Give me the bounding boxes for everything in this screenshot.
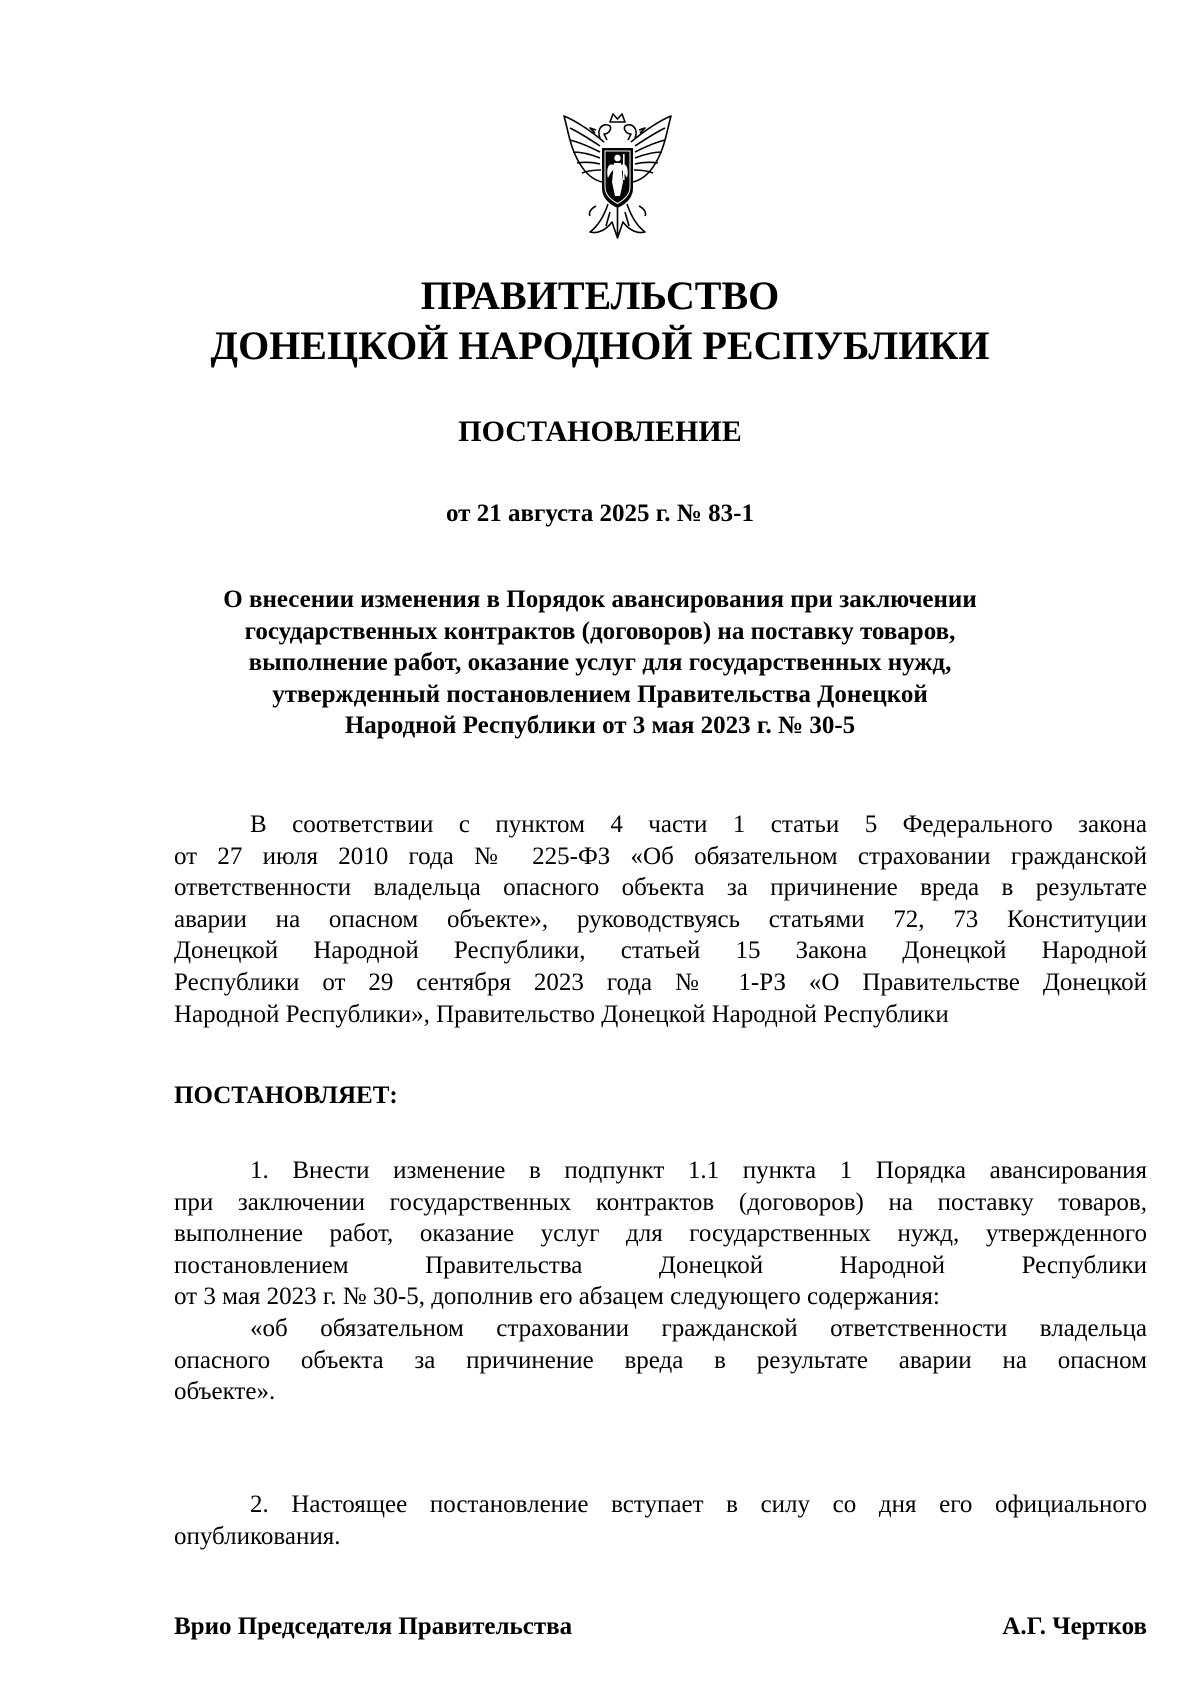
text-line: объекте». xyxy=(174,1378,276,1406)
text-line: опасного объекта за причинение вреда в результате аварии на опасном xyxy=(174,1346,1147,1374)
decree-operative-word: ПОСТАНОВЛЯЕТ: xyxy=(174,1082,398,1109)
subject-line: О внесении изменения в Порядок авансирования при заключении xyxy=(223,586,977,613)
subject-line: выполнение работ, оказание услуг для государственных нужд, xyxy=(248,649,952,676)
signatory-title: Врио Председателя Правительства xyxy=(174,1613,573,1640)
text-line: 1. Внести изменение в подпункт 1.1 пункта 1 Порядка авансирования xyxy=(250,1157,1147,1184)
text-line: аварии на опасном объекте», руководствуясь статьями 72, 73 Конституции xyxy=(174,905,1147,933)
text-line: ответственности владельца опасного объекта за причинение вреда в результате xyxy=(174,874,1147,902)
org-title-line-2: ДОНЕЦКОЙ НАРОДНОЙ РЕСПУБЛИКИ xyxy=(210,323,990,368)
subject-line: утвержденный постановлением Правительства Донецкой xyxy=(272,680,928,708)
subject-line: Народной Республики от 3 мая 2023 г. № 30-5 xyxy=(344,712,856,739)
text-line: 2. Настоящее постановление вступает в силу со дня его официального xyxy=(250,1491,1147,1518)
document-date-number: от 21 августа 2025 г. № 83-1 xyxy=(446,500,754,527)
text-line: «об обязательном страховании гражданской ответственности владельца xyxy=(250,1314,1147,1342)
text-line: опубликования. xyxy=(174,1522,341,1550)
text-line: от 27 июля 2010 года № 225-ФЗ «Об обязательном страховании гражданской xyxy=(174,842,1147,870)
text-line: выполнение работ, оказание услуг для государственных нужд, утвержденного xyxy=(174,1220,1147,1248)
item-1-paragraph xyxy=(174,1155,1147,1408)
document-type-heading: ПОСТАНОВЛЕНИЕ xyxy=(458,415,742,448)
text-line: Республики от 29 сентября 2023 года № 1-РЗ «О Правительстве Донецкой xyxy=(174,968,1147,996)
text-line: от 3 мая 2023 г. № 30-5, дополнив его абзацем следующего содержания: xyxy=(174,1283,940,1311)
subject-line: государственных контрактов (договоров) на поставку товаров, xyxy=(244,617,956,645)
signatory-name: А.Г. Чертков xyxy=(1002,1613,1147,1640)
item-2-paragraph xyxy=(174,1489,1147,1552)
text-line: Народной Республики», Правительство Донецкой Народной Республики xyxy=(174,1000,949,1028)
text-line: В соответствии с пунктом 4 части 1 статьи 5 Федерального закона xyxy=(250,811,1147,838)
text-line: постановлением Правительства Донецкой Народной Республики xyxy=(174,1251,1147,1279)
coat-of-arms-emblem xyxy=(560,108,675,253)
org-title-line-1: ПРАВИТЕЛЬСТВО xyxy=(420,273,780,318)
preamble-paragraph xyxy=(174,809,1147,1030)
document-subject xyxy=(170,584,1030,742)
text-line: при заключении государственных контрактов (договоров) на поставку товаров, xyxy=(174,1188,1147,1216)
text-line: Донецкой Народной Республики, статьей 15 Закона Донецкой Народной xyxy=(174,937,1147,965)
